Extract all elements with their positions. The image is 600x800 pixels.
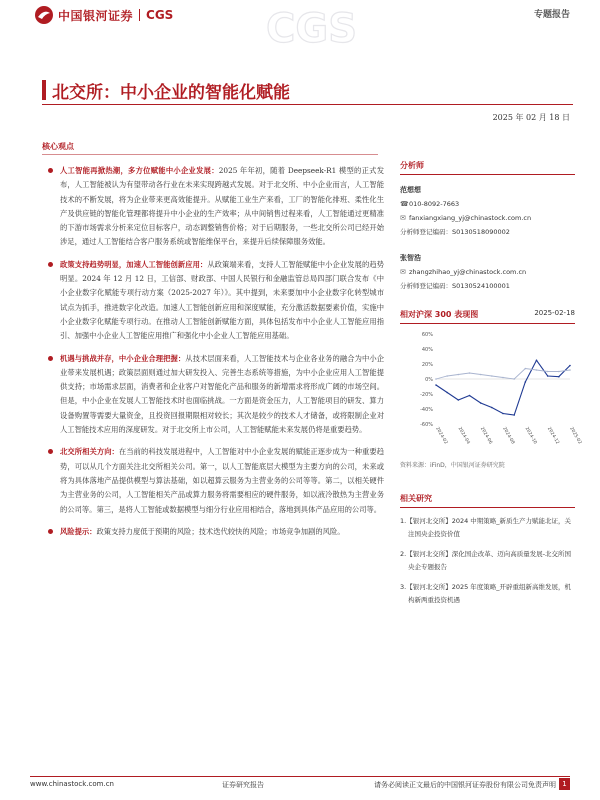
x-tick-label: 2024-12 (545, 426, 560, 446)
page-title: 北交所：中小企业的智能化赋能 (52, 83, 290, 103)
analyst-email-row (400, 211, 575, 225)
svg-text:CGS: CGS (266, 6, 357, 52)
series-point-0 (491, 407, 493, 409)
analyst-card (400, 183, 575, 239)
x-tick-label: 2024-02 (434, 426, 449, 446)
footer-divider (30, 776, 570, 777)
y-tick-label: 60% (421, 332, 433, 338)
series-point-0 (525, 381, 527, 383)
related-research-item[interactable]: 2.【银河北交所】深化国企改革、迈向高质量发展-北交所国央企专题报告 (400, 550, 572, 571)
paragraph-policy (46, 258, 384, 344)
cgs-watermark-icon (258, 0, 358, 52)
page-number: 1 (559, 778, 570, 790)
paragraph-lead: 政策支持趋势明显，加速人工智能创新应用： (60, 259, 208, 269)
paragraph-risk (46, 525, 384, 539)
series-point-1 (469, 372, 471, 374)
series-point-1 (558, 371, 560, 373)
analyst-name: 张智浩 (400, 254, 421, 262)
series-point-1 (491, 375, 493, 377)
title-divider (42, 104, 573, 105)
logo-mark-icon (34, 5, 54, 25)
series-line-0 (436, 360, 570, 415)
x-tick-label: 2024-10 (523, 426, 538, 446)
series-point-1 (458, 374, 460, 376)
y-tick-label: 20% (421, 362, 433, 368)
x-tick-label: 2024-04 (456, 426, 471, 446)
bullet-icon (48, 449, 53, 454)
related-research-item[interactable]: 1.【银河北交所】2024 中期策略_新质生产力赋能北证，关注国央企投资价值 (400, 517, 572, 538)
analyst-email[interactable]: zhangzhihao_yj@chinastock.com.cn (409, 268, 527, 276)
email-icon: ✉ (400, 268, 406, 276)
title-accent-bar (42, 80, 46, 100)
series-point-1 (547, 371, 549, 373)
logo-divider (139, 9, 140, 21)
chart-title: 相对沪深 300 表现图 (400, 310, 479, 319)
paragraph-body: 从技术层面来看，人工智能技术与企业各业务的融合为中小企业带来发展机遇；政策层面则通过加大研发投入、完善生态系统等措施，为中小企业应用人工智能提供支持；市场需求层面，消费者和企业客户对智能化产品和服务的新增需求将形成广阔的市场空间。但是，中小企业在发展人工智能技术时也面临挑战。一方面是资金压力，人工智能项目的研发、算力设备购置等需要大量资金，且投资回报期限相对较长；其次是较少的技术人才储备，或将限制企业对人工智能技术应用的深度研发。对于北交所上市公司，人工智能赋能未来发展仍将是重要趋势。 (60, 353, 385, 435)
paragraph-body: 从政策端来看，支持人工智能赋能中小企业发展的趋势明显。2024 年 12 月 12 日，工信部、财政部、中国人民银行和金融监管总局四部门联合发布《中小企业数字化赋能专项行动方案（2025-2027 年）》。其中提到，未来要加中小企业数字化转型城市试点为抓手，推进数字化改造。加速人工智能创新应用和深度赋能，充分激活数据要素价值，实施中小企业数字化赋能专项行动。在推动人工智能创新赋能方面，具体包括发布中小企业人工智能应用指引、加强中小企业人工智能应用推广和强化中小企业人工智能应用基础。 (60, 259, 385, 341)
series-point-0 (469, 395, 471, 397)
analyst-name: 范想想 (400, 186, 421, 194)
paragraph-lead: 北交所相关方向： (60, 447, 119, 457)
y-tick-label: -60% (420, 422, 433, 428)
analyst-email[interactable]: fanxiangxiang_yj@chinastock.com.cn (409, 214, 532, 222)
series-point-1 (513, 378, 515, 380)
series-point-0 (480, 402, 482, 404)
y-tick-label: -20% (420, 392, 433, 398)
series-point-0 (458, 399, 460, 401)
series-point-1 (569, 369, 571, 371)
company-logo (34, 5, 173, 25)
series-point-0 (558, 376, 560, 378)
series-point-1 (536, 369, 538, 371)
bullet-icon (48, 356, 53, 361)
bullet-icon (48, 168, 53, 173)
analyst-heading: 分析师 (400, 160, 575, 175)
chart-date: 2025-02-18 (534, 309, 575, 317)
paragraph-opportunity (46, 352, 384, 438)
chart-header (400, 309, 575, 324)
bullet-icon (48, 262, 53, 267)
bullet-icon (48, 529, 53, 534)
y-tick-label: -40% (420, 407, 433, 413)
related-research-heading: 相关研究 (400, 493, 575, 508)
main-content (46, 164, 384, 547)
series-point-1 (446, 375, 448, 377)
analyst-cert: 分析师登记编码：S0130518090002 (400, 228, 510, 236)
analyst-email-row (400, 265, 575, 279)
header (0, 0, 600, 52)
paragraph-body: 在当前的科技发展进程中，人工智能对中小企业发展的赋能正逐步成为一种重要趋势，可以从几个方面关注北交所相关公司。第一，以人工智能底层大模型为主要方向的公司，未来或将为具体落地产品提供模型与算法基础，如以超算云服务为主营业务的公司等等。第二，以相关硬件为主营业务的公司，人工智能相关产品或算力服务将需要相应的硬件服务，如以液冷散热为主营业务的公司等。第三，是将人工智能或数据模型与细分行业应用相结合，落地到具体产品应用的公司等。 (60, 447, 384, 514)
report-date: 2025 年 02 月 18 日 (492, 113, 570, 122)
paragraph-bse-direction (46, 445, 384, 516)
paragraph-ai-boom (46, 164, 384, 250)
series-point-0 (536, 359, 538, 361)
sidebar (400, 160, 583, 607)
analyst-phone-row (400, 197, 575, 211)
analyst-card (400, 251, 575, 293)
series-point-0 (446, 392, 448, 394)
y-tick-label: 40% (421, 347, 433, 353)
core-points-divider (42, 154, 378, 155)
series-point-0 (569, 365, 571, 367)
core-points-heading: 核心观点 (42, 141, 74, 151)
paragraph-lead: 人工智能再掀热潮，多方位赋能中小企业发展： (60, 166, 219, 175)
series-point-0 (547, 375, 549, 377)
x-tick-label: 2024-06 (478, 426, 493, 446)
phone-icon: ☎ (400, 200, 409, 208)
email-icon: ✉ (400, 214, 406, 222)
series-point-0 (435, 384, 437, 386)
paragraph-lead: 机遇与挑战并存，中小企业合理把握： (60, 353, 186, 363)
chart-source: 资料来源：iFinD，中国银河证券研究院 (400, 462, 505, 469)
analyst-cert: 分析师登记编码：S0130524100001 (400, 282, 510, 290)
paragraph-body: 2025 年年初，随着 Deepseek-R1 模型的正式发布，人工智能被认为有望带动各行业在未来实现跨越式发展。对于北交所、中小企业而言，人工智能技术的不断发展，将为企业带来更高效能提升。从赋能工业生产来看，工厂的智能化排班、柔性化生产及供应链的智能化管理都将提升中小企业的生产效率；从中间销售过程来看，人工智能通过更精准的下游市场需求分析来定位目标客户，动态调整销售价格；对于后期服务，一些北交所公司已经开始涉足，通过人工智能结合客户服务系统或智能维保平台，来提升后续保障服务效能。 (60, 166, 384, 247)
relative-performance-chart (400, 324, 583, 454)
logo-text: 中国银河证券 (58, 8, 134, 23)
series-point-1 (480, 374, 482, 376)
series-point-0 (513, 414, 515, 416)
logo-cgs: CGS (146, 8, 174, 22)
footer-doc-type: 证券研究报告 (222, 781, 264, 789)
paragraph-body: 政策支持力度低于预期的风险；技术迭代较快的风险；市场竞争加剧的风险。 (96, 526, 345, 536)
footer-website[interactable]: www.chinastock.com.cn (30, 780, 114, 788)
footer (30, 780, 570, 794)
series-point-1 (525, 368, 527, 370)
x-tick-label: 2025-02 (568, 426, 583, 446)
y-tick-label: 0% (425, 377, 433, 383)
footer-disclaimer: 请务必阅读正文最后的中国银河证券股份有限公司免责声明 (374, 781, 556, 789)
report-type: 专题报告 (533, 10, 570, 20)
series-point-1 (502, 377, 504, 379)
paragraph-lead: 风险提示： (60, 526, 97, 536)
related-research-item[interactable]: 3.【银河北交所】2025 年度策略_开辟重组新高维发展，机构新两重投资机遇 (400, 583, 572, 604)
series-point-0 (502, 413, 504, 415)
series-point-1 (435, 378, 437, 380)
analyst-phone: 010-8092-7663 (409, 200, 460, 208)
x-tick-label: 2024-08 (501, 426, 516, 446)
